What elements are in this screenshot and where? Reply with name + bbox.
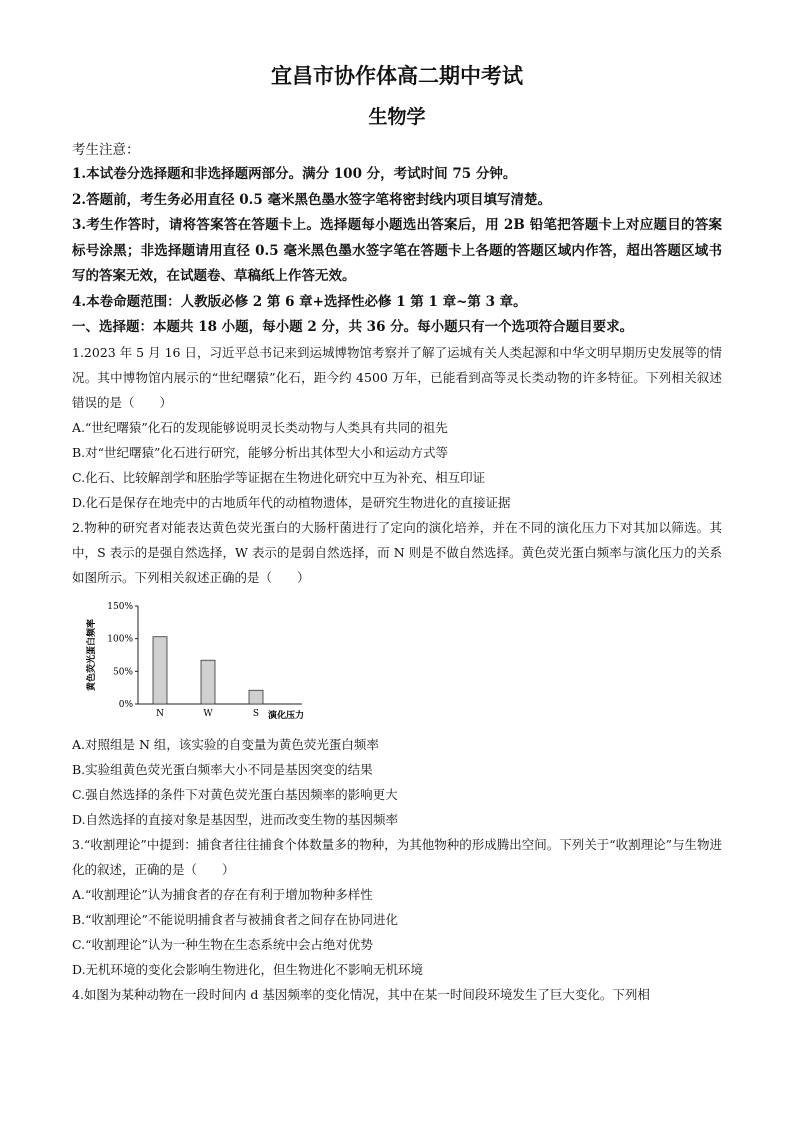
question-1: [72, 340, 722, 515]
option-d: D.自然选择的直接对象是基因型，进而改变生物的基因频率: [72, 812, 399, 827]
option-a: A.“世纪曙猿”化石的发现能够说明灵长类动物与人类具有共同的祖先: [72, 420, 448, 435]
option-c: C.强自然选择的条件下对黄色荧光蛋白基因频率的影响更大: [72, 787, 398, 802]
option-d: D.无机环境的变化会影响生物进化，但生物进化不影响无机环境: [72, 962, 424, 977]
question-stem: 2.物种的研究者对能表达黄色荧光蛋白的大肠杆菌进行了定向的演化培养，并在不同的演化压力下对其加以筛选。其中，S 表示的是强自然选择，W 表示的是弱自然选择，而 N 则是不做自然选择。黄色荧光蛋白频率与演化压力的关系如图所示。下列相关叙述正确的是（ ）: [72, 520, 722, 585]
y-tick-label: 50%: [112, 667, 133, 678]
option-c: C.化石、比较解剖学和胚胎学等证据在生物进化研究中互为补充、相互印证: [72, 470, 486, 485]
option-b: B.实验组黄色荧光蛋白频率大小不同是基因突变的结果: [72, 762, 373, 777]
notice-heading: 考生注意：: [72, 142, 140, 158]
y-axis-label: 黄色荧光蛋白频率: [87, 618, 97, 692]
notice-item-2: 2.答题前，考生务必用直径 0.5 毫米黑色墨水签字笔将密封线内项目填写清楚。: [72, 191, 551, 208]
exam-title: 宜昌市协作体高二期中考试: [271, 63, 523, 88]
y-tick-label: 100%: [107, 634, 133, 645]
question-stem: 1.2023 年 5 月 16 日，习近平总书记来到运城博物馆考察并了解了运城有关人类起源和中华文明早期历史发展等的情况。其中博物馆内展示的“世纪曙猿”化石，距今约 4500 万年，已能看到高等灵长类动物的许多特征。下列相关叙述错误的是（ ）: [72, 345, 722, 410]
notice-item-1: 1.本试卷分选择题和非选择题两部分。满分 100 分，考试时间 75 分钟。: [72, 166, 517, 182]
bar-chart-svg: [80, 598, 310, 726]
question-stem: 4.如图为某种动物在一段时间内 d 基因频率的变化情况，其中在某一时间段环境发生了巨大变化。下列相: [72, 987, 650, 1002]
option-c: C.“收割理论”认为一种生物在生态系统中会占绝对优势: [72, 937, 373, 952]
exam-page: [72, 62, 722, 1007]
bar-s: [249, 690, 263, 704]
option-a: A.“收割理论”认为捕食者的存在有利于增加物种多样性: [72, 887, 373, 902]
exam-subject: 生物学: [368, 106, 426, 128]
bar-chart: [80, 598, 310, 726]
option-b: B.“收割理论”不能说明捕食者与被捕食者之间存在协同进化: [72, 912, 398, 927]
bar-w: [201, 660, 215, 704]
x-tick-label: W: [203, 709, 213, 719]
option-a: A.对照组是 N 组，该实验的自变量为黄色荧光蛋白频率: [72, 737, 379, 752]
notice-item-4: 4.本卷命题范围：人教版必修 2 第 6 章+选择性必修 1 第 1 章~第 3 章。: [72, 293, 527, 310]
x-axis-label: 演化压力: [268, 711, 305, 721]
x-tick-label: N: [156, 709, 164, 719]
notice-item-3: 3.考生作答时，请将答案答在答题卡上。选择题每小题选出答案后，用 2B 铅笔把答题卡上对应题目的答案标号涂黑；非选择题请用直径 0.5 毫米黑色墨水签字笔在答题卡上各题的答题区域内作答，超出答题区域书写的答案无效，在试题卷、草稿纸上作答无效。: [72, 217, 722, 284]
section-heading: 一、选择题：本题共 18 小题，每小题 2 分，共 36 分。每小题只有一个选项符合题目要求。: [72, 319, 634, 335]
bar-n: [153, 637, 167, 704]
option-b: B.对“世纪曙猿”化石进行研究，能够分析出其体型大小和运动方式等: [72, 445, 448, 460]
y-tick-label: 150%: [107, 602, 133, 612]
option-d: D.化石是保存在地壳中的古地质年代的动植物遗体，是研究生物进化的直接证据: [72, 495, 511, 510]
question-3: [72, 832, 722, 982]
question-4: [72, 982, 722, 1007]
question-stem: 3.“收割理论”中提到：捕食者往往捕食个体数量多的物种，为其他物种的形成腾出空间。下列关于“收割理论”与生物进化的叙述，正确的是（ ）: [72, 837, 722, 877]
question-2: [72, 515, 722, 832]
x-tick-label: S: [252, 709, 260, 719]
y-tick-label: 0%: [118, 700, 133, 710]
